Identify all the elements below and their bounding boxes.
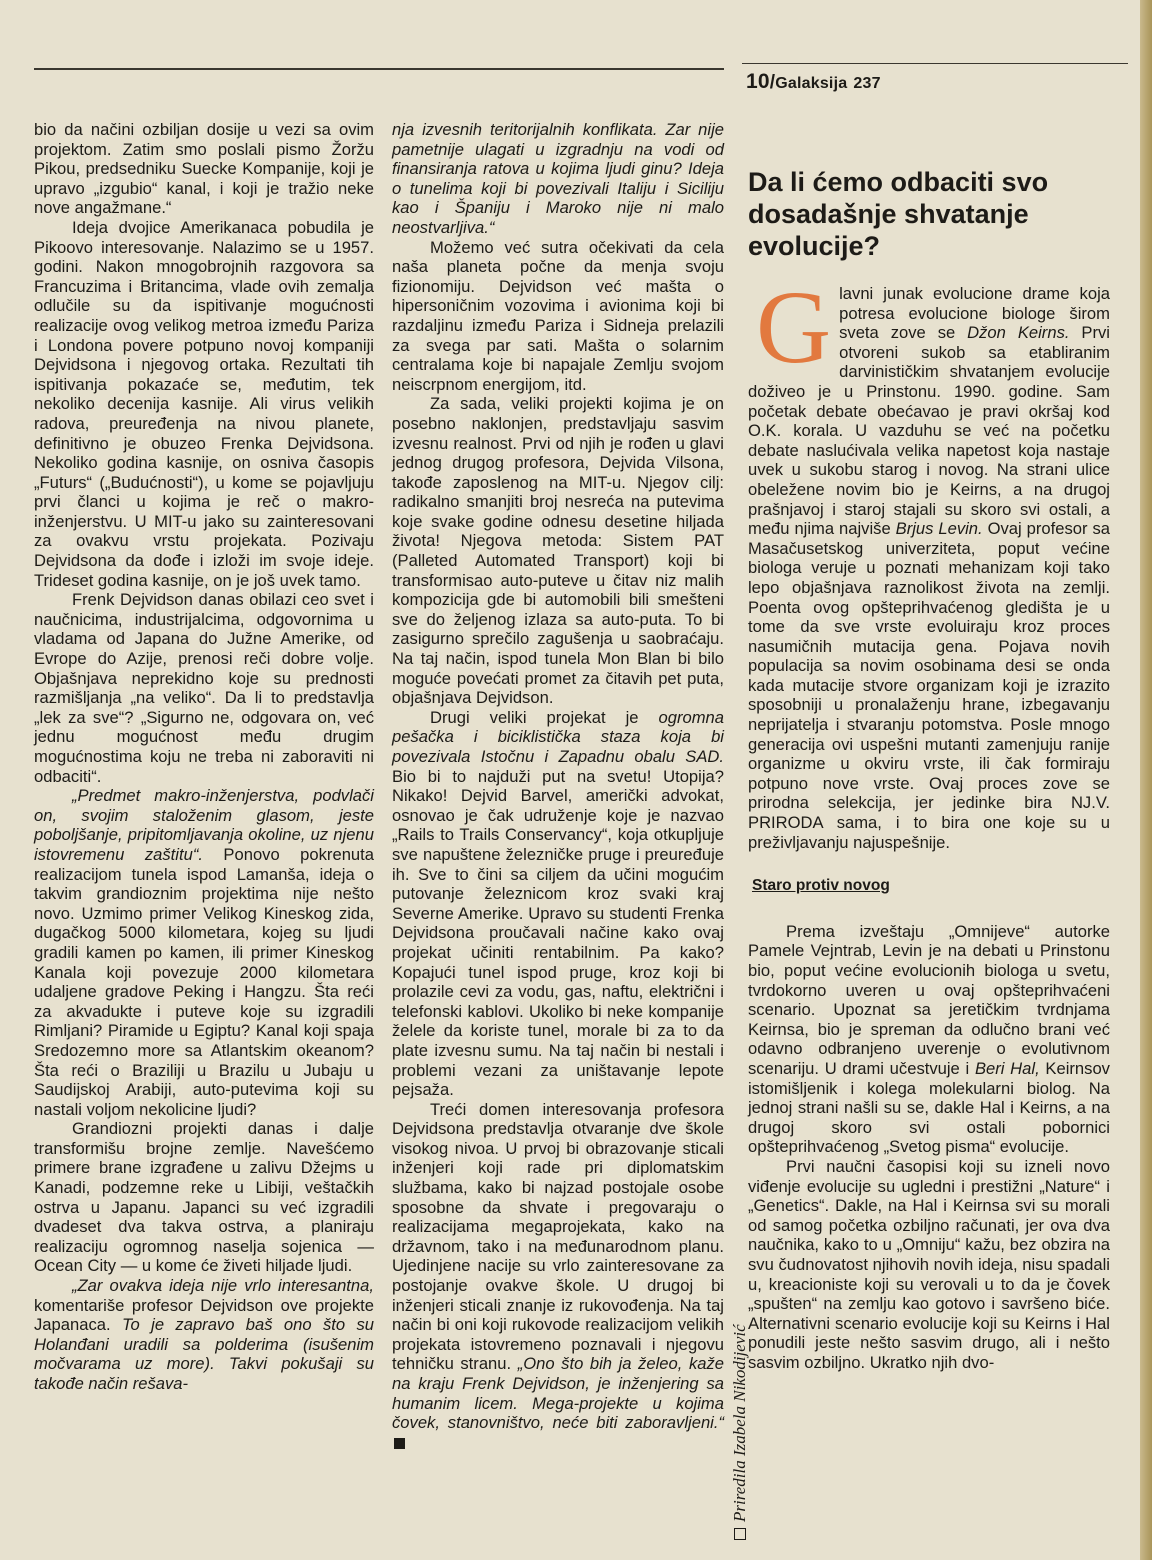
text-run: Treći domen interesovanja profesora Dejvidsona predstavlja otvaranje dve škole visokog nivoa. U prvoj bi obrazovanje sticali inženjeri koji rade pri diplomatskim službama, kako bi najzad postojale osobe sposobne da shvate i pregovaraju o realizacijama megaprojekata, kako na državnom, tako i na međunarodnom planu. Ujedinjene nacije su vrlo zainteresovane za postojanje ovakve škole. U drugoj bi inženjeri sticali znanje iz rukovođenja. Na taj način bi oni koji rukovode realizacijom velikih projekata istovremeno poznavali i njegovu tehničku stranu. bbox=[392, 1099, 724, 1374]
paragraph: Možemo već sutra očekivati da cela naša planeta počne da menja svoju fizionomiju. Dejvidson već mašta o hipersoničnim vozovima i avionima koji bi razdaljinu između Pariza i Sidneja prelazili za svega par sati. Mašta o solarnim centralama koje bi napajale Zemlju svojom neiscrpnom energijom, itd. bbox=[392, 237, 724, 394]
drop-cap: G bbox=[756, 270, 832, 385]
emphasis: ogromna pešačka i biciklistička staza koja bi povezivala Istočnu i Zapadnu obalu SAD. bbox=[392, 707, 724, 766]
quote: „Predmet makro-inženjerstva, podvlači on, svojim staloženim glasom, jeste poboljšanje, pripitomljavanja okoline, uz njenu istovremenu zaštitu“. bbox=[34, 786, 374, 864]
text-run: Keirnsov istomišljenik i kolega molekularni biolog. Na jednoj strani našli su se, dakle Hal i Keirns, a na drugoj skoro svi ostali pobornici opšteprihvaćenog „Svetog pisma“ evolucije. bbox=[748, 1058, 1110, 1157]
header-rule-right bbox=[742, 63, 1128, 64]
quote: To je zapravo baš ono što su Holanđani uradili sa polderima (isušenim močvarama uz more). Takvi pokušaji su takođe način rešava- bbox=[34, 1315, 374, 1393]
paragraph: nja izvesnih teritorijalnih konflikata. Zar nije pametnije ulagati u izgradnju na vodi od finansiranja ratova u kojima ljudi ginu? Ideja o tunelima koji bi povezivali Italiju i Siciliju kao i Španiju i Maroko nije ni malo neostvarljiva.“ bbox=[392, 120, 724, 237]
emphasis: Džon Keirns. bbox=[967, 323, 1070, 343]
text-run: Drugi veliki projekat je bbox=[430, 707, 659, 727]
text-run: komentariše profesor Dejvidson ove projekte Japanaca. bbox=[34, 1295, 374, 1335]
paragraph bbox=[392, 708, 724, 1100]
paragraph: Prvi naučni časopisi koji su izneli novo viđenje evolucije su ugledni i prestižni „Nature“ i „Genetics“. Dakle, na Hal i Keirnsa svi su morali od samog početka ozbiljno računati, jer ova dva naučnika, kako to u „Omniju“ kažu, bez obzira na svu čudnovatost njihovih novih ideja, nisu spadali u, kreacioniste koji su verovali u to da je čovek „spušten“ na zemlju kao gotovo i savršeno biće. Alternativni scenario evolucije koji su Keirns i Hal ponudili jeste nešto sasvim drugo, ali i nešto sasvim ozbiljno. Ukratko njih dvo- bbox=[748, 1156, 1110, 1372]
paragraph: Frenk Dejvidson danas obilazi ceo svet i naučnicima, industrijalcima, odgovornima u vladama od Japana do Južne Amerike, od Evrope do Azije, prenosi reči dobre volje. Objašnjava neprekidno koje su prednosti razmišljanja „na veliko“. Da li to predstavlja „lek za sve“? „Sigurno ne, odgovara on, već jednu mogućnost među drugim mogućnostima koju ne treba ni zaboraviti ni odbaciti“. bbox=[34, 590, 374, 786]
paragraph bbox=[748, 922, 1110, 1157]
paragraph: Za sada, veliki projekti kojima je on posebno naklonjen, predstavljaju sasvim izvesnu realnost. Prvi od njih je rođen u glavi jednog drugog profesora, Dejvida Vilsona, takođe zaposlenog na MIT-u. Njegov cilj: radikalno smanjiti broj nesreća na putevima koje svake godine odnesu desetine hiljada života! Njegova metoda: Sistem PAT (Palleted Automated Transport) koji bi transformisao auto-puteve u čitav niz malih kompozicija gde bi automobili bili smešteni sve do željenog izlaza sa auto-puta. To bi zasigurno sprečilo zagušenja u saobraćaju. Na taj način, ispod tunela Mon Blan bi bilo moguće povećati promet za čitavih pet puta, objašnjava Dejvidson. bbox=[392, 394, 724, 708]
article-headline: Da li ćemo odbaciti svo dosadašnje shvatanje evolucije? bbox=[748, 167, 1049, 261]
text-run: Prema izveštaju „Omnijeve“ autorke Pamele Vejntrab, Levin je na debati u Prinstonu bio, poput većine evolucionih biologa u svetu, tvrdokorno uveren u ovaj opšteprihvaćeni scenario. Upoznat sa jeretičkim tvrdnjama Keirnsa, bio je spreman da odlučno brani već odavno odbranjeno uverenje o evolutivnom scenariju. U drami učestvuje i bbox=[748, 921, 1110, 1078]
column-1 bbox=[34, 120, 374, 1394]
quote: „Ono što bih ja želeo, kaže na kraju Frenk Dejvidson, je inženjering sa humanim licem. Mega-projekte u kojima čovek, stanovništvo, neće biti zaboravljeni.“ bbox=[392, 1354, 725, 1433]
byline-text bbox=[730, 1324, 750, 1540]
quote: „Zar ovakva ideja nije vrlo interesantna, bbox=[72, 1276, 374, 1296]
header-rule bbox=[34, 68, 724, 70]
text-run: Ovaj profesor sa Masačusetskog univerziteta, poput većine biologa veruje u poznati mehanizam koji tako lepo objašnjava raznolikost života na zemlji. Poenta ovog opšteprihvaćenog gledišta je u tome da sve vrste evoluiraju kroz proces nasumičnih mutacija gena. Pojava novih populacija sa novim osobinama desi se onda kada mutacije stvore organizam koji je izrazito sposobniji u pronalaženju hrane, izbegavanju neprijatelja i stvaranju potomstva. Posle mnogo generacija ovi uspešni mutanti zamenjuju ranije organizme u okviru vrste, ili čak formiraju potpuno nove vrste. Ovaj proces zove se prirodna selekcija, jer jedinke bira NJ.V. PRIRODA sama, i to bira one koje su u preživljavanju najuspešnije. bbox=[748, 519, 1110, 852]
text-run: Prvi otvoreni sukob sa etabliranim darvinističkim shvatanjem evolucije doživeo je u Prinstonu. 1990. godine. Sam početak debate obećavao je pravi okršaj kod O.K. korala. U vazduhu se već na početku debate naslućivala velika napetost koja nastaje uvek u sukobu starog i novog. Na strani ulice obeležene novim bio je Keirns, a na drugoj prašnjavoj i staroj stajali su skoro svi ostali, a među njima najviše bbox=[748, 323, 1110, 539]
text-run: lavni junak evolucione drame koja potresa evolucione biologe širom sveta zove se bbox=[839, 284, 1110, 343]
section-subheading: Staro protiv novog bbox=[752, 877, 890, 895]
paragraph: Ideja dvojice Amerikanaca pobudila je Pikoovo interesovanje. Nalazimo se u 1957. godini. Nakon mnogobrojnih razgovora sa Francuzima i Britancima, vlade ovih zemalja odlučile su da ispitivanje mogućnosti realizacije ovog velikog metroa između Pariza i Londona povere potpuno novoj kompaniji Dejvidsona i njegovog ortaka. Rezultati tih ispitivanja pokazaće se, međutim, tek nekoliko decenija kasnije. Ali virus velikih radova, preuređenja na nivou planete, definitivno je obuzeo Frenka Dejvidsona. Nekoliko godina kasnije, on osniva časopis „Futurs“ („Budućnosti“), u kome se pojavljuju prvi članci u kojima je reč o makro-inženjerstvu. U MIT-u jako su zainteresovani za ovakvu vrstu projekata. Pozivaju Dejvidsona da dođe i izloži im svoje ideje. Trideset godina kasnije, on je još uvek tamo. bbox=[34, 217, 374, 590]
square-bullet-icon bbox=[734, 1528, 746, 1540]
emphasis: Brjus Levin. bbox=[895, 519, 983, 539]
text-run: Bio bi to najduži put na svetu! Utopija? Nikako! Dejvid Barvel, američki advokat, osnovao je čak udruženje koje je nazvao „Rails to Trails Conservancy“, koja otkupljuje sve napuštene železničke pruge i preuređuje ih. Sve to čini sa ciljem da učini mogućim putovanje železnicom kroz svaki kraj Severne Amerike. Upravo su studenti Frenka Dejvidsona proučavali načine kako ovaj projekat učiniti rentabilnim. Pa kako? Kopajući tunel ispod pruge, kroz koji bi prolazile cevi za vodu, gas, naftu, električni i telefonski kablovi. Ukoliko bi neke kompanije želele da koriste tunel, morale bi za to da plate izvesnu sumu. Na taj način bi nestali i problemi vezani za uništavanje lepote pejsaža. bbox=[392, 766, 724, 1100]
paragraph bbox=[748, 270, 1110, 852]
emphasis: Beri Hal, bbox=[974, 1058, 1040, 1078]
paragraph: Grandiozni projekti danas i dalje transformišu brojne zemlje. Navešćemo primere brane izgrađene u zalivu Džejms u Kanadi, podzemne reke u Libiji, veštačkih ostrva u Japanu. Japanci su već izgradili dvadeset dva takva ostrva, a planiraju realizaciju ogromnog naselja sojenica — Ocean City — u kome će živeti hiljade ljudi. bbox=[34, 1119, 374, 1276]
page-edge bbox=[1140, 0, 1152, 1560]
text-run: Ponovo pokrenuta realizacijom tunela ispod Lamanša, ideja o takvim grandioznim projektima nije nešto novo. Uzmimo primer Velikog Kineskog zida, dugačkog 5000 kilometara, kojeg su ljudi gradili kamen po kamen, ili primer Kineskog Kanala koji povezuje 2000 kilometara udaljene gradove Peking i Hangzu. Šta reći za akvadukte i puteve koje su izgradili Rimljani? Piramide u Egiptu? Kanal koji spaja Sredozemno more sa Atlantskim okeanom? Šta reći o Braziliji u Brazilu u Jubaju u Saudijskoj Arabiji, auto-putevima koji su nastali voljom nekolicine ljudi? bbox=[34, 844, 374, 1119]
end-of-article-icon bbox=[394, 1438, 405, 1449]
column-3 bbox=[748, 160, 1110, 1372]
paragraph bbox=[34, 1276, 374, 1394]
magazine-name: Galaksija bbox=[775, 75, 848, 92]
paragraph bbox=[34, 786, 374, 1119]
issue-number: 237 bbox=[853, 75, 881, 92]
page-header: 10/Galaksija 237 bbox=[746, 70, 881, 93]
page-number: 10 bbox=[746, 70, 770, 93]
byline-author: Priredila Izabela Nikodijević bbox=[730, 1324, 749, 1522]
paragraph: bio da načini ozbiljan dosije u vezi sa ovim projektom. Zatim smo poslali pismo Žoržu Pikou, predsedniku Suecke Kompanije, koji je upravo „izgubio“ kanal, i koji je tražio neke nove angažmane.“ bbox=[34, 120, 374, 218]
column-2 bbox=[392, 120, 724, 1452]
paragraph bbox=[392, 1100, 724, 1453]
